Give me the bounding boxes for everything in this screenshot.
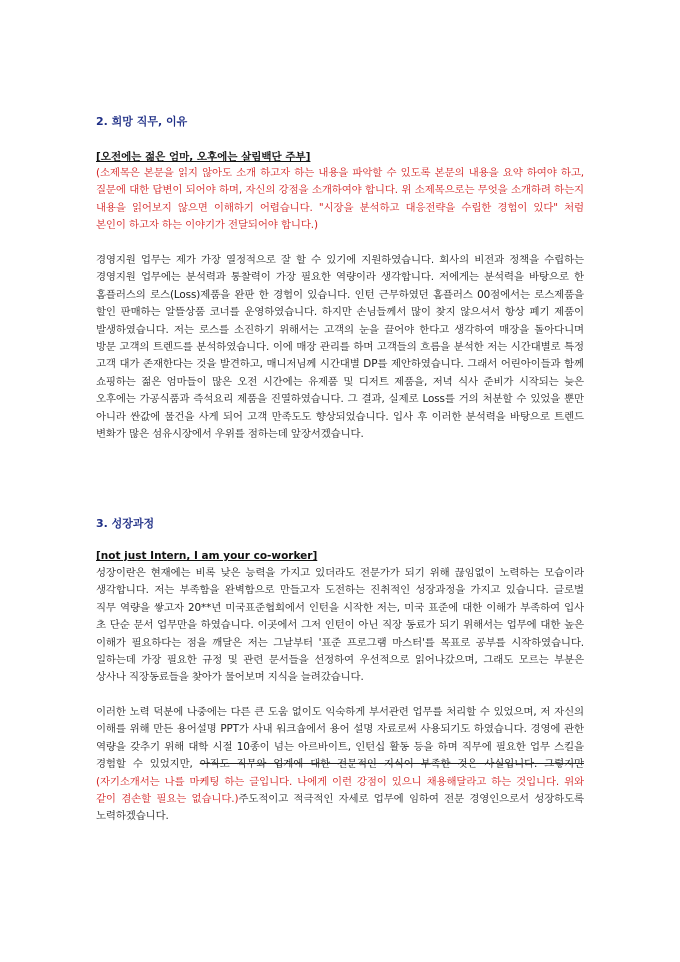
section-3-body-paragraph-1: 성장이란은 현재에는 비록 낮은 능력을 가지고 있더라도 전문가가 되기 위해 끊임없이 노력하는 모습이라 생각합니다. 저는 부족함을 완벽함으로 만들고자 도전하는 진취적인 성장과정을 가지고 있습니다. 글로벌 직무 역량을 쌓고자 20**년 미국표준협회에서 인턴을 시작한 저는, 미국 표준에 대한 이해가 부족하여 입사 초 단순 문서 업무만을 하였습니다. 이곳에서 그저 인턴이 아닌 직장 동료가 되기 위해서는 업무에 대한 높은 이해가 필요하다는 점을 깨달은 저는 그날부터 '표준 프로그램 마스터'를 목표로 공부를 시작하였습니다. 일하는데 가장 필요한 규정 및 관련 문서들을 선정하여 우선적으로 읽어나갔으며, 그래도 모르는 부분은 상사나 직장동료들을 찾아가 물어보며 지식을 늘려갔습니다. bbox=[96, 567, 584, 684]
section-3-guide-note: (자기소개서는 나를 마케팅 하는 글입니다. 나에게 이런 강점이 있으니 채용해달라고 하는 것입니다. 위와 같이 겸손할 필요는 없습니다.) bbox=[96, 775, 584, 806]
section-2-guide-note: (소제목은 본문을 읽지 않아도 소개 하고자 하는 내용을 파악할 수 있도록 본문의 내용을 요약 하여야 하고, 질문에 대한 답변이 되어야 하며, 자신의 강점을 소개하여야 합니다. 위 소제목으로는 무엇을 소개하려 하는지 내용을 읽어보지 않으면 이해하기 어렵습니다. "시장을 분석하고 대응전략을 수립한 경험이 있다" 처럼 본인이 하고자 하는 이야기가 전달되어야 합니다.) bbox=[96, 167, 584, 232]
section-3-body-text-a: 이러한 노력 덕분에 나중에는 다른 큰 도움 없이도 익숙하게 부서관련 업무를 처리할 수 있었으며, 저 자신의 이해를 위해 만든 용어설명 PPT가 사내 워크숍에서 용어 설명 자료로써 사용되기도 하였습니다. 경영에 관한 역량을 갖추기 위해 대학 시절 10종이 넘는 아르바이트, 인턴십 활동 등을 하며 직무에 필요한 업무 스킬을 경험할 수 있었지만, bbox=[96, 706, 584, 771]
section-3-heading: 3. 성장과정 bbox=[96, 517, 155, 530]
section-3-body-text-b: 주도적이고 적극적인 자세로 업무에 임하여 전문 경영인으로서 성장하도록 노력하겠습니다. bbox=[96, 793, 584, 823]
section-3-struck-text: 아직도 직무와 업계에 대한 전문적인 지식이 부족한 것은 사실입니다. 그렇지만 bbox=[199, 758, 584, 771]
section-2-body: 경영지원 업무는 제가 가장 열정적으로 잘 할 수 있기에 지원하였습니다. 회사의 비전과 정책을 수립하는 경영지원 업무에는 분석력과 통찰력이 가장 필요한 역량이라 생각합니다. 저에게는 분석력을 바탕으로 한 홈플러스의 로스(Loss)제품을 완판 한 경험이 있습니다. 인턴 근무하였던 홈플러스 00점에서는 로스제품을 할인 판매하는 알뜰상품 코너를 운영하였습니다. 하지만 손님들께서 많이 찾지 않으셔서 항상 폐기 제품이 발생하였습니다. 저는 로스를 소진하기 위해서는 고객의 눈을 끌어야 한다고 생각하여 매장을 돌아다니며 방문 고객의 트렌드를 분석하였습니다. 이에 매장 관리를 하며 고객들의 흐름을 분석한 저는 시간대별로 특정 고객 대가 존재한다는 것을 발견하고, 매니저님께 시간대별 DP를 제안하였습니다. 그래서 어린아이들과 함께 쇼핑하는 젊은 엄마들이 많은 오전 시간에는 유제품 및 디저트 제품을, 저녁 식사 준비가 시작되는 늦은 오후에는 가공식품과 즉석요리 제품을 진열하였습니다. 그 결과, 실제로 Loss를 거의 처분할 수 있었을 뿐만 아니라 싼값에 물건을 사게 되어 고객 만족도도 향상되었습니다. 입사 후 이러한 분석력을 바탕으로 트렌드 변화가 많은 섬유시장에서 우위를 점하는데 앞장서겠습니다. bbox=[96, 254, 584, 441]
section-2-heading: 2. 희망 직무, 이유 bbox=[96, 115, 188, 128]
section-3-subtitle: [not just Intern, I am your co-worker] bbox=[96, 550, 318, 562]
section-3-body-paragraph-2 bbox=[96, 704, 584, 826]
section-2-subtitle: [오전에는 젊은 엄마, 오후에는 살림백단 주부] bbox=[96, 151, 311, 163]
